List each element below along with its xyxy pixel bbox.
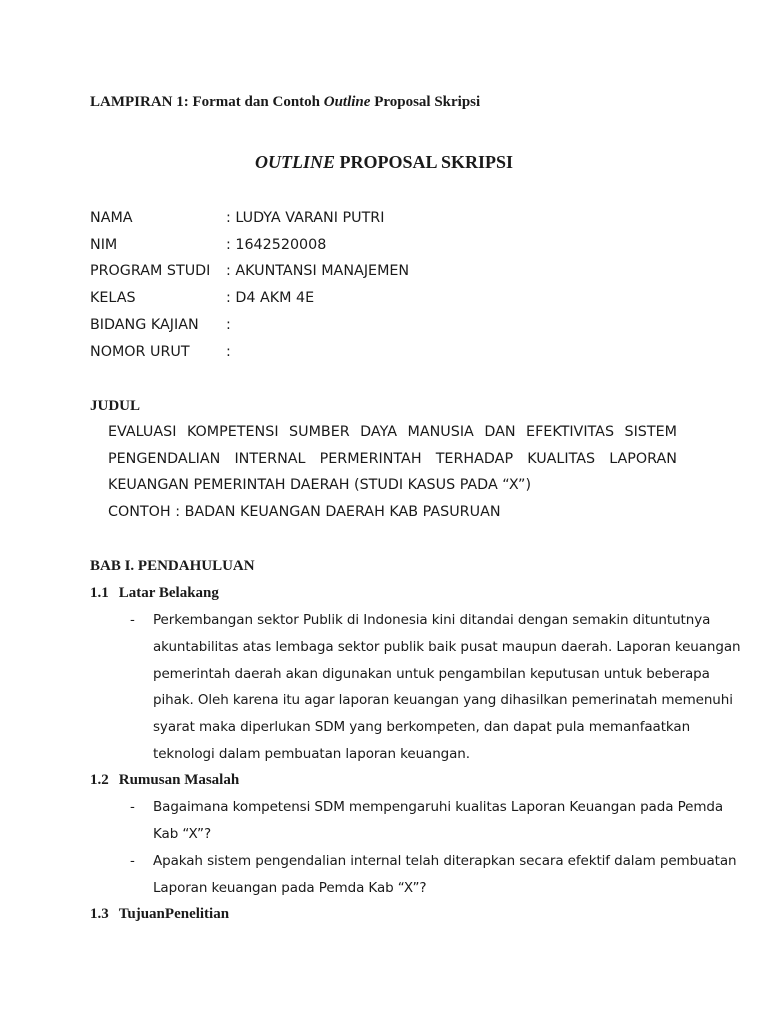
field-value: : 1642520008: [226, 237, 327, 253]
judul-line: KEUANGAN PEMERINTAH DAERAH (STUDI KASUS PADA “X”): [108, 477, 532, 493]
bullet-dash: -: [130, 853, 135, 869]
field-label: KELAS: [90, 290, 136, 306]
chapter-heading: BAB I. PENDAHULUAN: [90, 558, 255, 574]
field-value: : AKUNTANSI MANAJEMEN: [226, 263, 410, 279]
field-value: : D4 AKM 4E: [226, 290, 315, 306]
field-label: NAMA: [90, 210, 133, 226]
judul-example: CONTOH : BADAN KEUANGAN DAERAH KAB PASURUAN: [108, 504, 501, 520]
section-heading-1-3: [90, 906, 229, 923]
bullet-dash: -: [130, 799, 135, 815]
field-row-program-studi: [0, 263, 768, 283]
field-row-nomor-urut: [0, 344, 768, 364]
field-label: NOMOR URUT: [90, 344, 190, 360]
section-number: 1.3: [90, 906, 109, 922]
section-heading-1-1: [90, 585, 219, 602]
paragraph-line: pemerintah daerah akan digunakan untuk pengambilan keputusan untuk beberapa: [153, 666, 710, 682]
section-title: Rumusan Masalah: [118, 772, 240, 788]
judul-heading: JUDUL: [90, 398, 141, 414]
field-label: PROGRAM STUDI: [90, 263, 211, 279]
judul-line: EVALUASI KOMPETENSI SUMBER DAYA MANUSIA DAN EFEKTIVITAS SISTEM: [108, 424, 677, 440]
paragraph-line: akuntabilitas atas lembaga sektor publik baik pusat maupun daerah. Laporan keuangan: [153, 639, 741, 655]
list-item-line: Bagaimana kompetensi SDM mempengaruhi kualitas Laporan Keuangan pada Pemda: [153, 799, 724, 815]
field-row-nim: [0, 237, 768, 257]
section-heading-1-2: [90, 772, 239, 789]
section-title: TujuanPenelitian: [118, 906, 230, 922]
header-italic: Outline: [323, 94, 371, 110]
field-label: BIDANG KAJIAN: [90, 317, 199, 333]
field-label: NIM: [90, 237, 118, 253]
title-rest: PROPOSAL SKRIPSI: [334, 152, 514, 172]
judul-line: PENGENDALIAN INTERNAL PERMERINTAH TERHADAP KUALITAS LAPORAN: [108, 451, 677, 467]
list-item-line: Apakah sistem pengendalian internal telah diterapkan secara efektif dalam pembuatan: [153, 853, 737, 869]
field-value: :: [226, 344, 231, 360]
field-value: :: [226, 317, 231, 333]
page-title: [0, 152, 768, 173]
field-row-nama: [0, 210, 768, 230]
bullet-dash: -: [130, 612, 135, 628]
list-item-line: Kab “X”?: [153, 826, 212, 842]
header-post: Proposal Skripsi: [370, 94, 481, 110]
field-row-bidang-kajian: [0, 317, 768, 337]
document-header: [90, 94, 480, 111]
paragraph-line: syarat maka diperlukan SDM yang berkompeten, dan dapat pula memanfaatkan: [153, 719, 691, 735]
paragraph-line: Perkembangan sektor Publik di Indonesia kini ditandai dengan semakin dituntutnya: [153, 612, 711, 628]
header-pre: LAMPIRAN 1: Format dan Contoh: [90, 94, 324, 110]
field-value: : LUDYA VARANI PUTRI: [226, 210, 385, 226]
paragraph-line: teknologi dalam pembuatan laporan keuangan.: [153, 746, 470, 762]
section-number: 1.1: [90, 585, 109, 601]
title-italic: OUTLINE: [254, 152, 335, 172]
section-title: Latar Belakang: [118, 585, 219, 601]
field-row-kelas: [0, 290, 768, 310]
section-number: 1.2: [90, 772, 109, 788]
paragraph-line: pihak. Oleh karena itu agar laporan keuangan yang dihasilkan pemerinatah memenuhi: [153, 692, 733, 708]
list-item-line: Laporan keuangan pada Pemda Kab “X”?: [153, 880, 427, 896]
